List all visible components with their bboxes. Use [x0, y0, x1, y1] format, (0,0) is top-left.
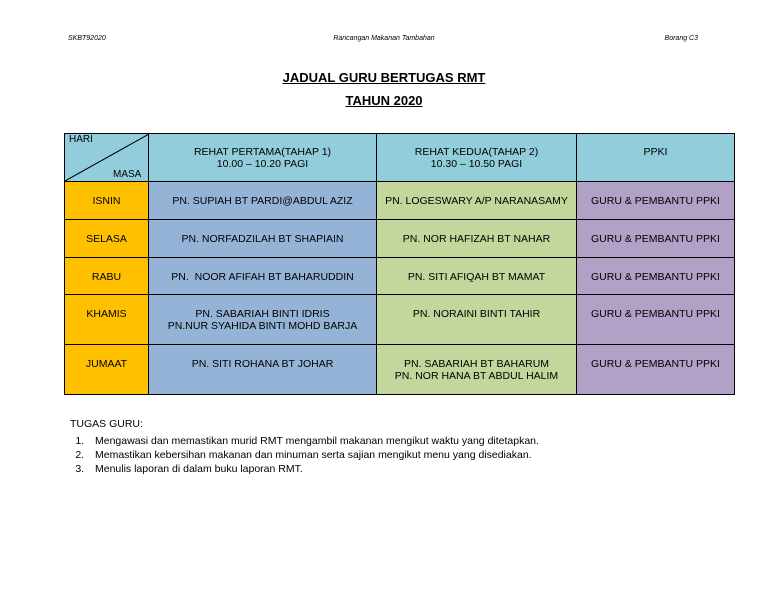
duties-heading: TUGAS GURU:: [70, 418, 143, 430]
column-header-time: 10.00 – 10.20 PAGI: [216, 158, 309, 170]
rehat-pertama-cell: PN. NOOR AFIFAH BT BAHARUDDIN: [149, 258, 377, 295]
ppki-cell: GURU & PEMBANTU PPKI: [577, 182, 735, 220]
rehat-kedua-cell: PN. LOGESWARY A/P NARANASAMY: [377, 182, 577, 220]
column-header-ppki: [577, 134, 735, 182]
column-header-rehat-kedua: [377, 134, 577, 182]
table-row: [65, 295, 735, 345]
day-cell: JUMAAT: [65, 345, 149, 395]
page-subtitle: TAHUN 2020: [345, 93, 423, 108]
day-cell: SELASA: [65, 220, 149, 258]
rehat-kedua-cell: PN. NORAINI BINTI TAHIR: [377, 295, 577, 345]
table-row: [65, 345, 735, 395]
list-item: 2. Memastikan kebersihan makanan dan minuman serta sajian mengikut menu yang disediakan.: [87, 448, 539, 462]
ppki-cell: GURU & PEMBANTU PPKI: [577, 220, 735, 258]
doc-code: SKBT92020: [68, 35, 106, 42]
teacher-name: PN.NUR SYAHIDA BINTI MOHD BARJA: [167, 320, 358, 332]
column-header-label: REHAT PERTAMA(TAHAP 1): [193, 146, 332, 158]
corner-cell: [65, 134, 149, 182]
doc-header-title: Rancangan Makanan Tambahan: [333, 35, 435, 42]
rehat-kedua-cell: PN. SITI AFIQAH BT MAMAT: [377, 258, 577, 295]
rehat-kedua-cell: [377, 345, 577, 395]
ppki-cell: GURU & PEMBANTU PPKI: [577, 345, 735, 395]
rehat-pertama-cell: PN. SUPIAH BT PARDI@ABDUL AZIZ: [149, 182, 377, 220]
duty-schedule-table: [64, 133, 735, 395]
page-title: JADUAL GURU BERTUGAS RMT: [282, 70, 486, 85]
teacher-name: PN. SABARIAH BT BAHARUM: [403, 358, 550, 370]
day-cell: ISNIN: [65, 182, 149, 220]
rehat-kedua-cell: PN. NOR HAFIZAH BT NAHAR: [377, 220, 577, 258]
corner-label-hari: HARI: [69, 134, 93, 145]
teacher-name: PN. NOR HANA BT ABDUL HALIM: [394, 370, 559, 382]
rehat-pertama-cell: PN. NORFADZILAH BT SHAPIAIN: [149, 220, 377, 258]
column-header-rehat-pertama: [149, 134, 377, 182]
teacher-name: PN. SABARIAH BINTI IDRIS: [195, 308, 330, 320]
ppki-cell: GURU & PEMBANTU PPKI: [577, 258, 735, 295]
column-header-label: REHAT KEDUA(TAHAP 2): [414, 146, 539, 158]
list-item: 1. Mengawasi dan memastikan murid RMT mengambil makanan mengikut waktu yang ditetapkan.: [87, 434, 539, 448]
duties-list: [69, 434, 539, 476]
table-row: [65, 182, 735, 220]
rehat-pertama-cell: [149, 295, 377, 345]
table-row: [65, 220, 735, 258]
table-row: [65, 258, 735, 295]
column-header-time: 10.30 – 10.50 PAGI: [430, 158, 523, 170]
rehat-pertama-cell: PN. SITI ROHANA BT JOHAR: [149, 345, 377, 395]
day-cell: RABU: [65, 258, 149, 295]
column-header-label: PPKI: [643, 146, 668, 158]
table-header-row: [65, 134, 735, 182]
form-label: Borang C3: [664, 35, 698, 42]
day-cell: KHAMIS: [65, 295, 149, 345]
ppki-cell: GURU & PEMBANTU PPKI: [577, 295, 735, 345]
corner-label-masa: MASA: [113, 169, 142, 180]
list-item: 3. Menulis laporan di dalam buku laporan RMT.: [87, 462, 539, 476]
